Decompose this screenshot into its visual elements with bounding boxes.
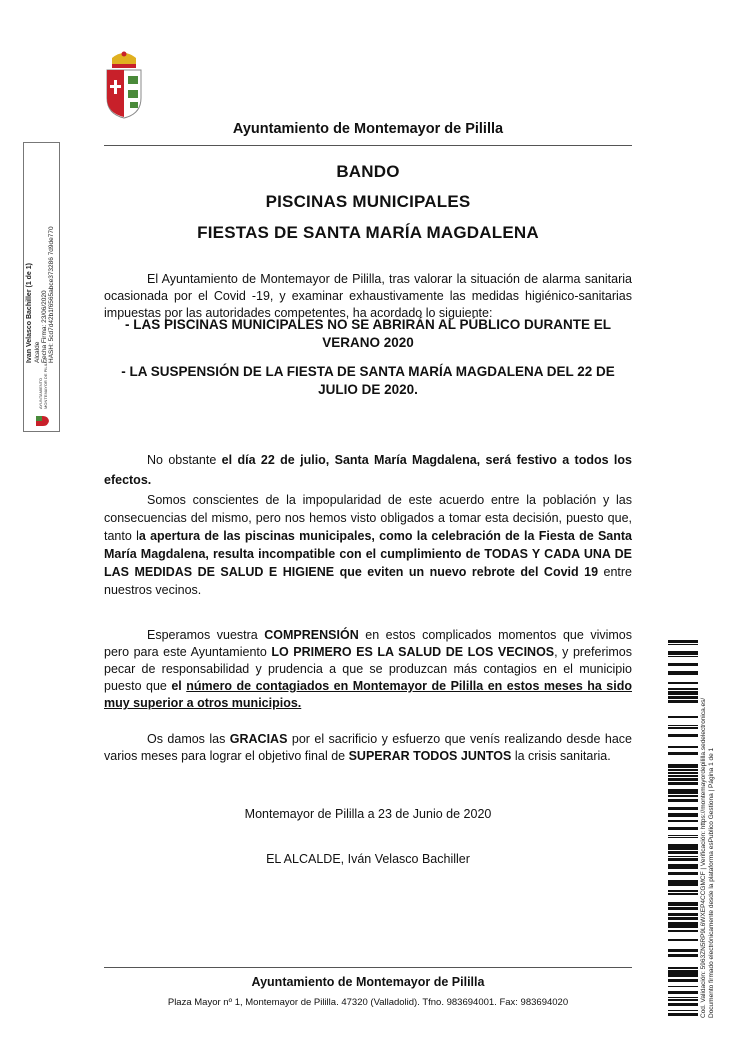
barcode-bar [668,1014,698,1016]
place-date: Montemayor de Pililla a 23 de Junio de 2020 [244,807,492,821]
barcode-bar [668,835,698,836]
barcode-bar [668,642,698,643]
barcode-bar [668,778,698,781]
footer-address: Plaza Mayor nº 1, Montemayor de Pililla. 47320 (Valladolid). Tfno. 983694001. Fax: 983694020 [167,997,569,1008]
understanding-bold-2: LO PRIMERO ES LA SALUD DE LOS VECINOS [271,645,555,659]
barcode-bar [668,663,698,666]
thanks-paragraph [104,731,632,765]
barcode-bar [668,979,698,982]
barcode-bar [668,890,698,892]
barcode-bar [668,696,698,699]
barcode-bar [668,993,698,994]
pools-title: PISCINAS MUNICIPALES [265,192,471,211]
barcode-bar [668,772,698,774]
awareness-text: Somos conscientes de la impopularidad de este acuerdo entre la población y las consecuencias del mismo, pero nos hemos visto obligados a tomar esta decisión, puesto que, tanto l [104,493,632,543]
barcode-bar [668,880,698,883]
barcode-bar [668,970,698,971]
barcode-bar [668,734,698,737]
barcode-bar [668,905,698,906]
understanding-bold-3: el [171,679,187,693]
barcode-bar [668,807,698,810]
barcode-bar [668,656,698,657]
barcode-bar [668,883,698,886]
barcode-bar [668,682,698,684]
awareness-paragraph [104,491,632,599]
signature-hash: HASH: 5cd7d42b1f6565abce373286 7d9de770 [48,226,55,363]
barcode-bar [668,1013,698,1014]
barcode-bar [668,767,698,768]
barcode-bar [668,949,698,950]
awareness-bold-text: a apertura de las piscinas municipales, como la celebración de la Fiesta de Santa María Magdalena, resulta incompatible con el cumplimiento de TODAS Y CADA UNA DE LAS MEDIDAS DE SALUD E HIGIENE que eviten un nuevo rebrote del Covid 19 [104,529,632,579]
holiday-text: No obstante [147,453,222,467]
validation-code: Cod. Validación: 5963ZN5RP9L6WXEP4CCGMCF | Verificación: https://montemayordepililla.sedelectronica.es/ [700,697,707,1018]
barcode-bar [668,950,698,952]
barcode-bar [668,851,698,854]
barcode-bar [668,747,698,748]
validation-platform: Documento firmado electrónicamente desde la plataforma esPublico Gestiona | Página 1 de 1 [708,747,715,1018]
decision-fiesta: - LA SUSPENSIÓN DE LA FIESTA DE SANTA MARÍA MAGDALENA DEL 22 DE JULIO DE 2020. [121,364,615,397]
barcode-bar [668,864,698,867]
barcode-bar [668,820,698,822]
barcode-bar [668,789,698,791]
signature-crest-icon [33,415,49,427]
barcode-bar [668,746,698,747]
barcode-bar [668,837,698,838]
understanding-text-2: en estos complicados momentos que vivimos pero para este Ayuntamiento [104,628,632,659]
header-title: Ayuntamiento de Montemayor de Pililla [232,121,504,137]
barcode-bar [668,1010,698,1011]
awareness-text-end: entre nuestros vecinos. [104,565,632,597]
barcode-bar [668,764,698,767]
barcode-bar [668,986,698,987]
barcode-bar [668,922,698,925]
validation-barcode [668,640,698,1018]
barcode-bar [668,791,698,794]
thanks-text-1: Os damos las [147,732,230,746]
barcode-bar [668,814,698,817]
holiday-bold-text: el día 22 de julio, Santa María Magdalena, será festivo a todos los efectos. [104,453,632,487]
barcode-bar [668,652,698,654]
thanks-bold-1: GRACIAS [229,732,288,746]
barcode-bar [668,847,698,850]
fiesta-title: FIESTAS DE SANTA MARÍA MAGDALENA [197,223,539,242]
intro-text: El Ayuntamiento de Montemayor de Pililla, tras valorar la situación de alarma sanitaria ocasionada por el Covid -19, y examinar exhaustivamente las medidas higiénico-sanitarias impuestas por las autoridades competentes, ha acordado lo siguiente: [104,272,632,320]
mayor-signature: EL ALCALDE, Iván Velasco Bachiller [266,852,470,866]
barcode-bar [668,844,698,847]
barcode-bar [668,893,698,895]
barcode-bar [668,971,698,974]
holiday-paragraph [104,450,632,490]
municipal-crest-logo [104,50,144,120]
barcode-bar [668,694,698,695]
understanding-underlined: número de contagiados en Montemayor de Pililla en estos meses ha sido muy superior a otros municipios. [104,679,632,710]
barcode-bar [668,925,698,928]
barcode-bar [668,904,698,905]
intro-paragraph [104,271,632,322]
understanding-text-1: Esperamos vuestra [147,628,265,642]
barcode-bar [668,991,698,992]
footer-divider [104,967,632,968]
barcode-bar [668,644,698,645]
understanding-bold-1: COMPRENSIÓN [264,628,359,642]
barcode-bar [668,827,698,830]
barcode-bar [668,725,698,726]
validation-strip [700,640,718,1018]
understanding-text-3: , y preferimos pecar de responsabilidad y prudencia a que se produzcan más contagios en el municipio puesto que [104,645,632,693]
signature-org: AYUNTAMIENTO MONTEMAYOR DE PILILLA [38,358,48,409]
barcode-bar [668,688,698,690]
thanks-text-2: por el sacrificio y esfuerzo que venís realizando desde hace varios meses para lograr el objetivo final de [104,732,632,763]
barcode-bar [668,671,698,672]
understanding-paragraph [104,627,632,712]
barcode-bar [668,997,698,998]
sign-date: Fecha Firma: 23/06/2020 [41,290,48,363]
barcode-bar [668,856,698,857]
barcode-bar [668,654,698,655]
signer-name: Ivan Velasco Bachiller (1 de 1) [26,263,33,363]
barcode-bar [668,999,698,1001]
barcode-bar [668,930,698,932]
barcode-bar [668,1003,698,1006]
barcode-bar [668,954,698,957]
barcode-bar [668,672,698,675]
barcode-bar [668,813,698,814]
barcode-bar [668,872,698,875]
footer-title: Ayuntamiento de Montemayor de Pililla [251,975,485,989]
barcode-bar [668,919,698,920]
barcode-bar [668,769,698,771]
barcode-bar [668,651,698,652]
barcode-bar [668,913,698,916]
barcode-bar [668,992,698,993]
bando-title: BANDO [336,162,400,181]
barcode-bar [668,691,698,693]
barcode-bar [668,775,698,777]
barcode-bar [668,917,698,919]
barcode-bar [668,693,698,694]
barcode-bar [668,974,698,977]
barcode-bar [668,640,698,642]
header-divider [104,145,632,146]
barcode-bar [668,939,698,941]
thanks-bold-2: SUPERAR TODOS JUNTOS [348,749,512,763]
barcode-bar [668,907,698,910]
electronic-signature-box [23,142,60,432]
barcode-bar [668,799,698,802]
barcode-bar [668,795,698,797]
barcode-bar [668,782,698,785]
barcode-bar [668,967,698,969]
barcode-bar [668,700,698,703]
thanks-text-3: la crisis sanitaria. [511,749,611,763]
barcode-bar [668,902,698,904]
barcode-bar [668,727,698,729]
barcode-bar [668,858,698,861]
decision-pools: - LAS PISCINAS MUNICIPALES NO SE ABRIRÁN AL PÚBLICO DURANTE EL VERANO 2020 [124,317,612,350]
signer-role: Alcalde [34,341,41,363]
barcode-bar [668,867,698,869]
barcode-bar [668,716,698,718]
barcode-bar [668,752,698,755]
